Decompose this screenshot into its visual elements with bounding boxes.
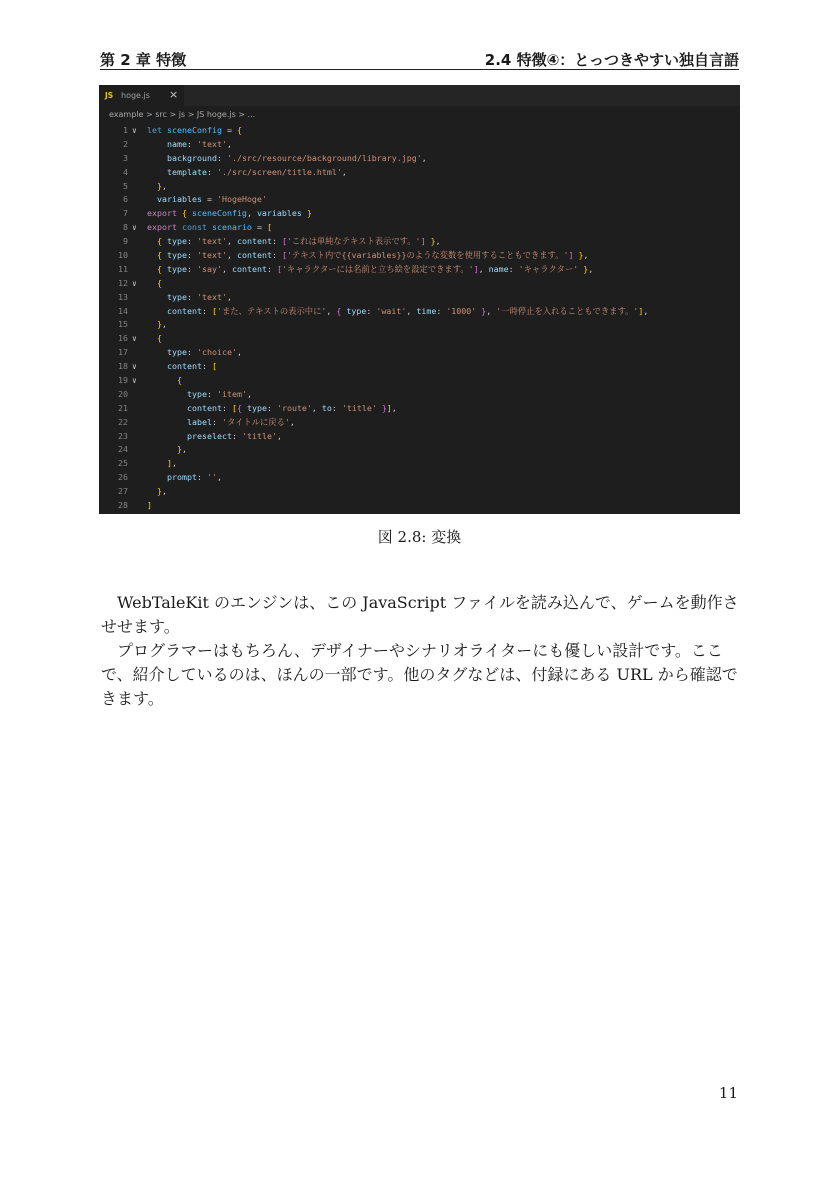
line-number: 11 [118, 263, 128, 274]
chevron-down-icon[interactable]: ∨ [132, 278, 137, 288]
line-number: 21 [118, 402, 128, 413]
code-text: content: [ [167, 361, 217, 372]
code-text: { [157, 277, 162, 288]
close-icon[interactable]: × [169, 88, 179, 101]
code-line[interactable] [99, 374, 740, 388]
code-line[interactable] [99, 485, 740, 499]
line-number: 14 [118, 305, 128, 316]
code-text: variables = 'HogeHoge' [157, 194, 267, 205]
code-line[interactable] [99, 249, 740, 263]
code-text: label: 'タイトルに戻る', [187, 416, 295, 427]
code-line[interactable] [99, 305, 740, 319]
line-number: 10 [118, 250, 128, 261]
code-line[interactable] [99, 152, 740, 166]
code-text: prompt: '', [167, 472, 222, 483]
line-number: 15 [118, 319, 128, 330]
code-line[interactable] [99, 180, 740, 194]
body-paragraph: WebTaleKit のエンジンは、この JavaScript ファイルを読み込んで、ゲームを動作させせます。 [101, 593, 739, 636]
code-text: template: './src/screen/title.html', [167, 166, 347, 177]
line-number: 4 [123, 166, 128, 177]
line-number: 23 [118, 430, 128, 441]
code-line[interactable] [99, 277, 740, 291]
code-editor-screenshot [99, 85, 740, 514]
code-text: type: 'text', [167, 291, 232, 302]
code-line[interactable] [99, 346, 740, 360]
running-header [100, 49, 739, 70]
code-text: { type: 'text', content: ['これは単純なテキスト表示です。'] }, [157, 236, 441, 247]
code-line[interactable] [99, 388, 740, 402]
code-text: }, [177, 444, 187, 455]
javascript-file-icon: JS [105, 91, 114, 100]
code-text: }, [157, 180, 167, 191]
line-number: 2 [123, 138, 128, 149]
code-text: content: [{ type: 'route', to: 'title' }], [187, 402, 397, 413]
code-line[interactable] [99, 402, 740, 416]
code-text: name: 'text', [167, 138, 232, 149]
line-number: 16 [118, 333, 128, 344]
code-line[interactable] [99, 207, 740, 221]
chevron-down-icon[interactable]: ∨ [132, 223, 137, 233]
code-line[interactable] [99, 457, 740, 471]
line-number: 28 [118, 500, 128, 511]
code-text: export const scenario = [ [147, 222, 272, 233]
line-number: 8 [123, 222, 128, 233]
code-line[interactable] [99, 193, 740, 207]
code-text: let sceneConfig = { [147, 125, 242, 135]
line-number: 18 [118, 361, 128, 372]
line-number: 19 [118, 375, 128, 386]
page-number: 11 [718, 1084, 738, 1102]
line-number: 3 [123, 152, 128, 163]
chevron-down-icon[interactable]: ∨ [132, 126, 137, 135]
line-number: 22 [118, 416, 128, 427]
line-number: 9 [123, 236, 128, 247]
code-line[interactable] [99, 332, 740, 346]
line-number: 5 [123, 180, 128, 191]
chevron-down-icon[interactable]: ∨ [132, 334, 137, 344]
chevron-down-icon[interactable]: ∨ [132, 362, 137, 372]
code-text: preselect: 'title', [187, 430, 282, 441]
line-number: 26 [118, 472, 128, 483]
line-number: 7 [123, 208, 128, 219]
code-line[interactable] [99, 499, 740, 513]
code-line[interactable] [99, 360, 740, 374]
code-text: background: './src/resource/background/library.jpg', [167, 152, 427, 163]
code-text: ], [167, 458, 177, 469]
line-number: 17 [118, 347, 128, 358]
editor-tab-hoge-js[interactable] [99, 85, 184, 106]
code-text: type: 'item', [187, 388, 252, 399]
code-text: { type: 'say', content: ['キャラクターには名前と立ち絵を設定できます。'], name: 'キャラクター' }, [157, 263, 594, 274]
code-line[interactable] [99, 166, 740, 180]
editor-tab-bar [99, 85, 740, 106]
chevron-down-icon[interactable]: ∨ [132, 376, 137, 386]
code-line[interactable] [99, 443, 740, 457]
code-line[interactable] [99, 430, 740, 444]
code-text: type: 'choice', [167, 347, 242, 358]
code-text: ] [147, 500, 152, 511]
code-line[interactable] [99, 263, 740, 277]
code-line[interactable] [99, 235, 740, 249]
section-title: 2.4 特徴④：とっつきやすい独自言語 [484, 51, 739, 69]
body-paragraph: プログラマーはもちろん、デザイナーやシナリオライターにも優しい設計です。ここで、紹介しているのは、ほんの一部です。他のタグなどは、付録にある URL から確認できます。 [101, 641, 738, 708]
code-area[interactable] [99, 124, 740, 513]
code-text: { type: 'text', content: ['テキスト内で{{variables}}のような変数を使用することもできます。'] }, [157, 250, 589, 261]
code-text: { [157, 333, 162, 344]
code-line[interactable] [99, 471, 740, 485]
code-text: content: ['また、テキストの表示中に', { type: 'wait', time: '1000' }, '一時停止を入れることもできます。'], [167, 305, 649, 316]
code-text: export { sceneConfig, variables } [147, 208, 312, 219]
code-line[interactable] [99, 416, 740, 430]
breadcrumb[interactable]: example > src > js > JS hoge.js > ... [109, 110, 256, 119]
code-line[interactable] [99, 124, 740, 138]
line-number: 13 [118, 291, 128, 302]
code-line[interactable] [99, 318, 740, 332]
code-line[interactable] [99, 138, 740, 152]
line-number: 12 [118, 277, 128, 288]
tab-filename: hoge.js [121, 91, 150, 100]
line-number: 6 [123, 194, 128, 205]
code-line[interactable] [99, 221, 740, 235]
line-number: 25 [118, 458, 128, 469]
code-text: { [177, 375, 182, 386]
code-text: }, [157, 319, 167, 330]
line-number: 1 [123, 125, 128, 135]
code-text: }, [157, 486, 167, 497]
line-number: 20 [118, 388, 128, 399]
figure-caption: 図 2.8: 変換 [377, 528, 462, 546]
line-number: 24 [118, 444, 128, 455]
line-number: 27 [118, 486, 128, 497]
code-line[interactable] [99, 291, 740, 305]
chapter-title: 第 2 章 特徴 [100, 51, 187, 69]
